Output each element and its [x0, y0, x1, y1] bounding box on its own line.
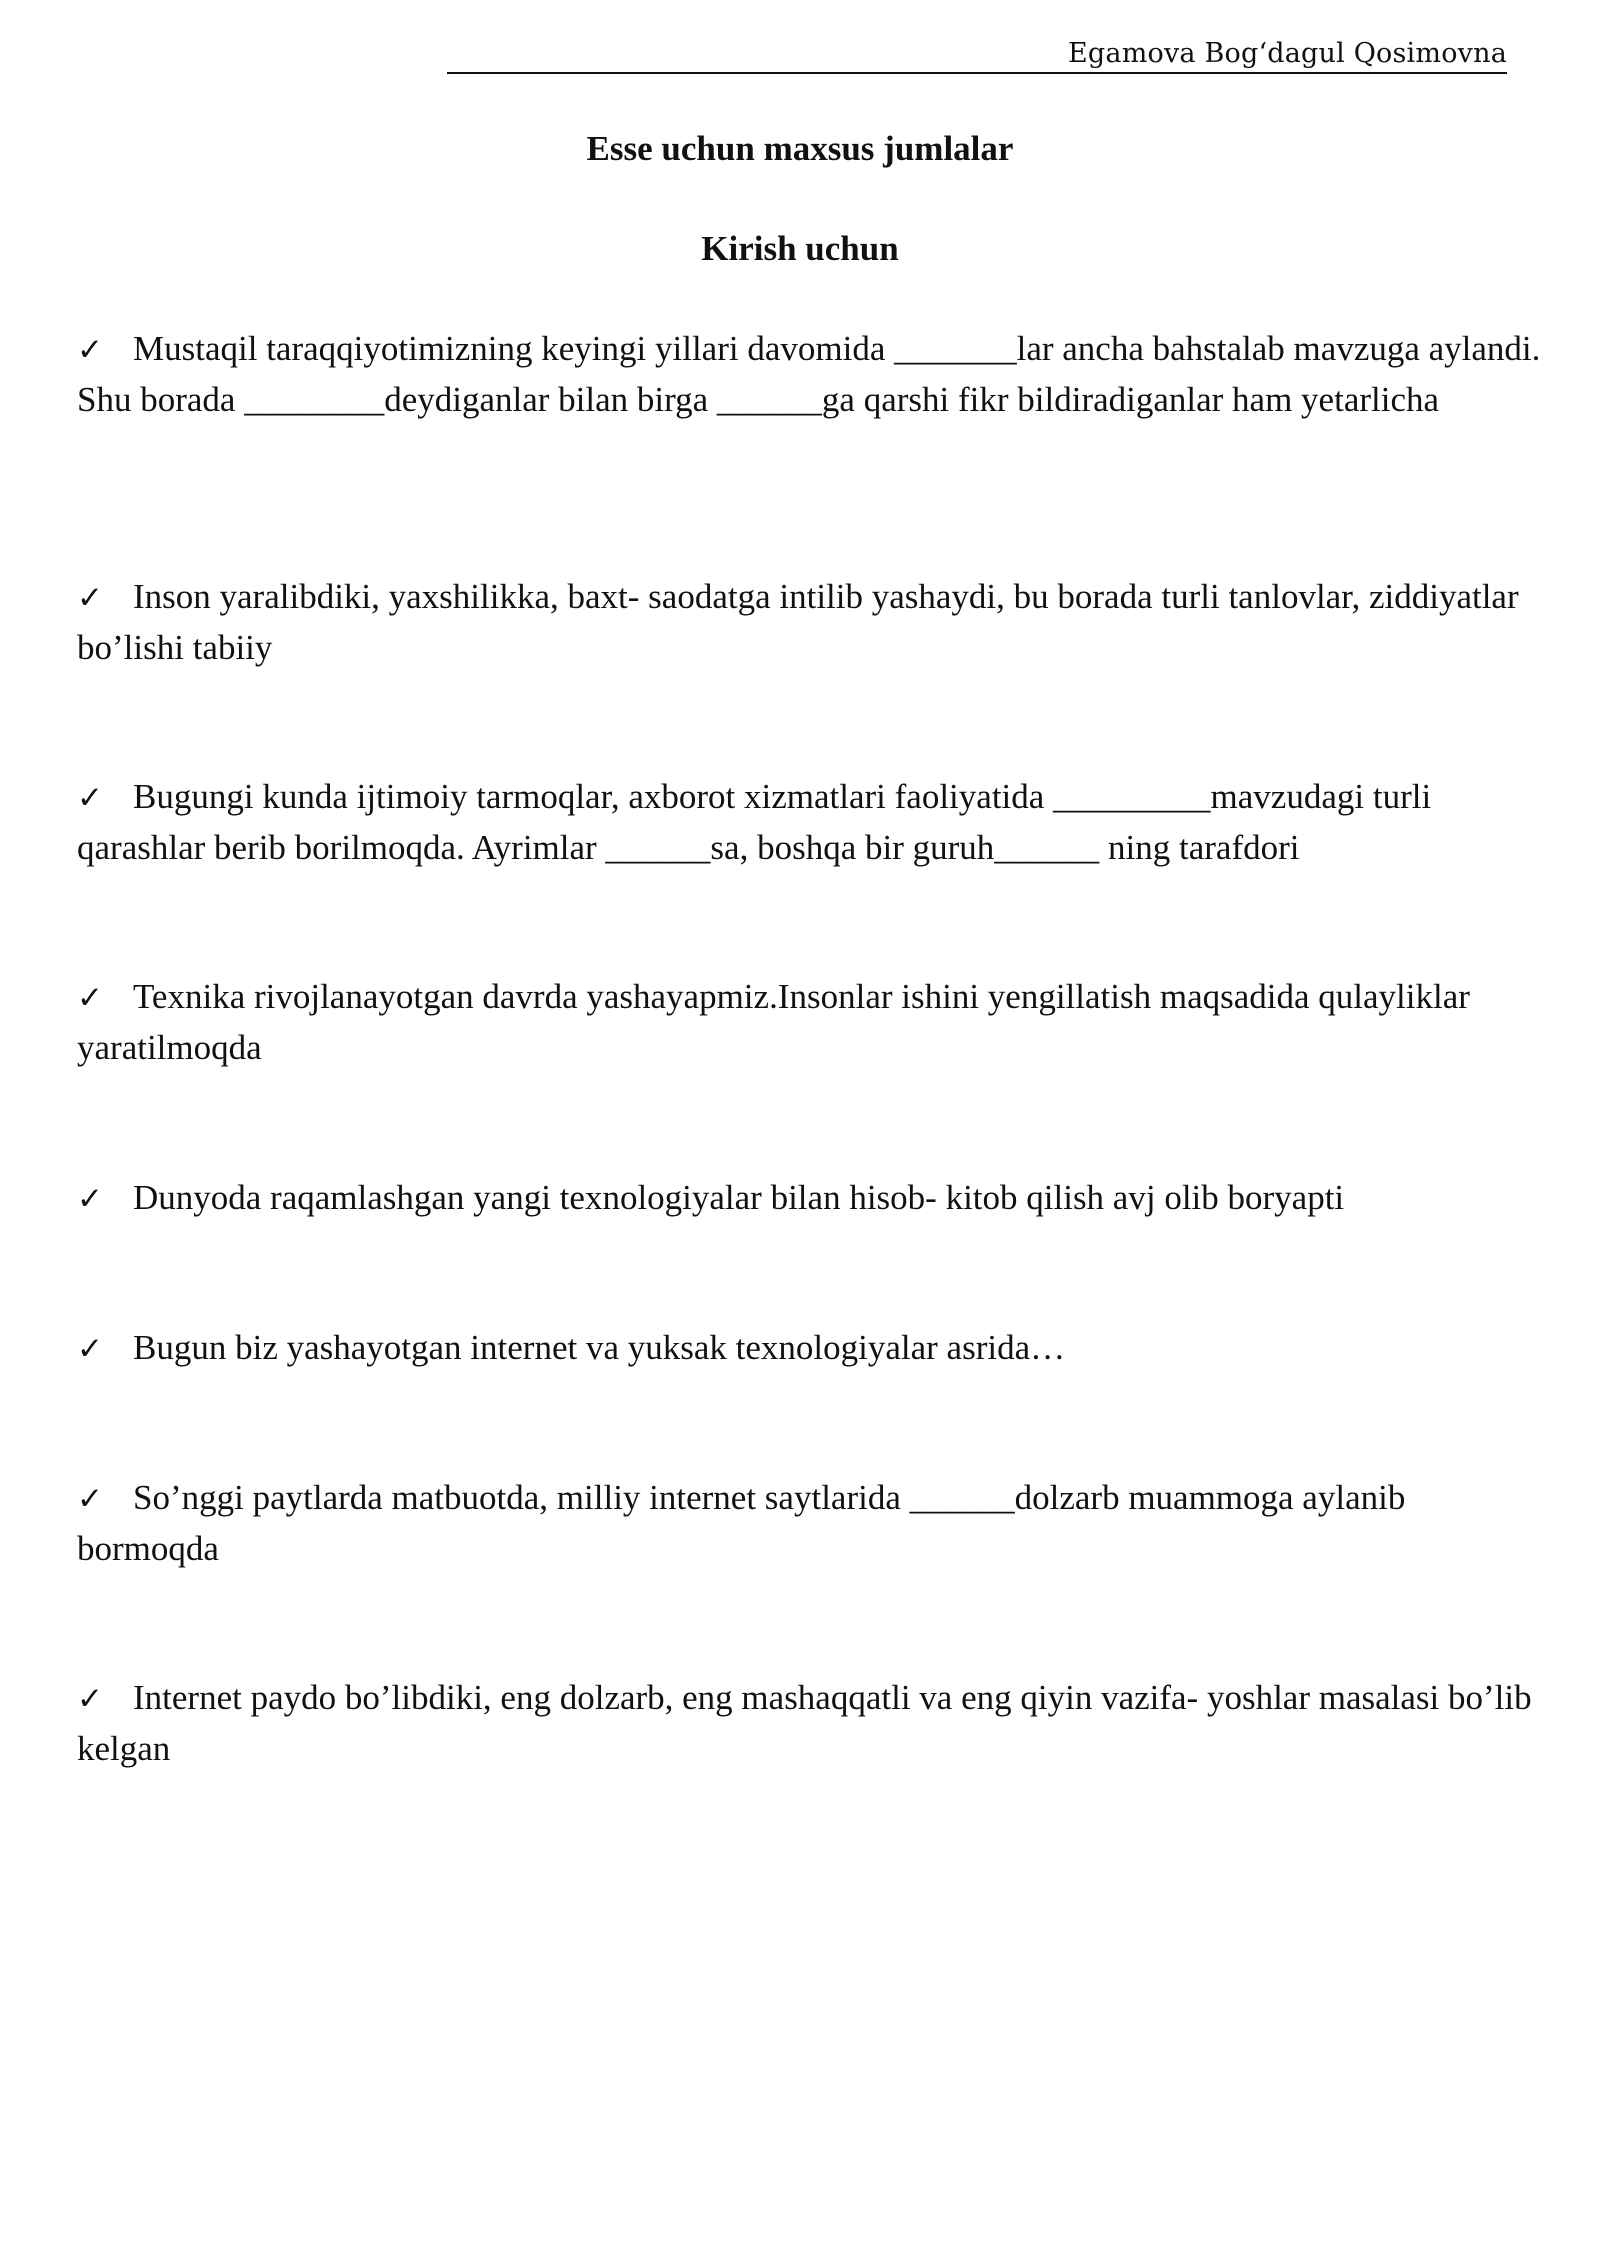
list-item-text: Texnika rivojlanayotgan davrda yashayapmiz.Insonlar ishini yengillatish maqsadida qulayliklar yaratilmoqda: [77, 977, 1470, 1067]
author-name: Egamova Bog‘dagul Qosimovna: [1068, 38, 1507, 69]
list-item-text: So’nggi paytlarda matbuotda, milliy internet saytlarida ______dolzarb muammoga aylanib bormoqda: [77, 1478, 1406, 1568]
list-item-text: Dunyoda raqamlashgan yangi texnologiyalar bilan hisob- kitob qilish avj olib boryapti: [133, 1178, 1345, 1217]
page-title: Esse uchun maxsus jumlalar: [586, 129, 1014, 168]
list-item: [77, 572, 1552, 673]
list-item: [77, 772, 1552, 873]
list-item: [77, 972, 1552, 1073]
list-item-text: Bugun biz yashayotgan internet va yuksak texnologiyalar asrida…: [133, 1328, 1066, 1367]
list-item-text: Bugungi kunda ijtimoiy tarmoqlar, axborot xizmatlari faoliyatida _________mavzudagi turli qarashlar berib borilmoqda. Ayrimlar ______sa, boshqa bir guruh______ ning tarafdori: [77, 777, 1432, 867]
checkmark-icon: ✓: [77, 780, 103, 816]
list-item-text: Inson yaralibdiki, yaxshilikka, baxt- saodatga intilib yashaydi, bu borada turli tanlovlar, ziddiyatlar bo’lishi tabiiy: [77, 577, 1519, 667]
checkmark-icon: ✓: [77, 580, 103, 616]
checkmark-icon: ✓: [77, 332, 103, 368]
list-item-text: Internet paydo bo’libdiki, eng dolzarb, eng mashaqqatli va eng qiyin vazifa- yoshlar masalasi bo’lib kelgan: [77, 1678, 1532, 1768]
list-item: [77, 1473, 1552, 1574]
checkmark-icon: ✓: [77, 1681, 103, 1717]
list-item: [77, 1673, 1552, 1774]
checkmark-icon: ✓: [77, 1481, 103, 1517]
section-subtitle: Kirish uchun: [701, 229, 899, 268]
list-item-text: Mustaqil taraqqiyotimizning keyingi yillari davomida _______lar ancha bahstalab mavzuga aylandi. Shu borada ________deydiganlar bilan birga ______ga qarshi fikr bildiradiganlar ham yetarlicha: [77, 329, 1541, 419]
list-item: [77, 1323, 1552, 1374]
header-line: [447, 36, 1507, 74]
checkmark-icon: ✓: [77, 980, 103, 1016]
list-item: [77, 1173, 1552, 1224]
checkmark-icon: ✓: [77, 1181, 103, 1217]
list-item: [77, 324, 1552, 425]
checkmark-icon: ✓: [77, 1331, 103, 1367]
